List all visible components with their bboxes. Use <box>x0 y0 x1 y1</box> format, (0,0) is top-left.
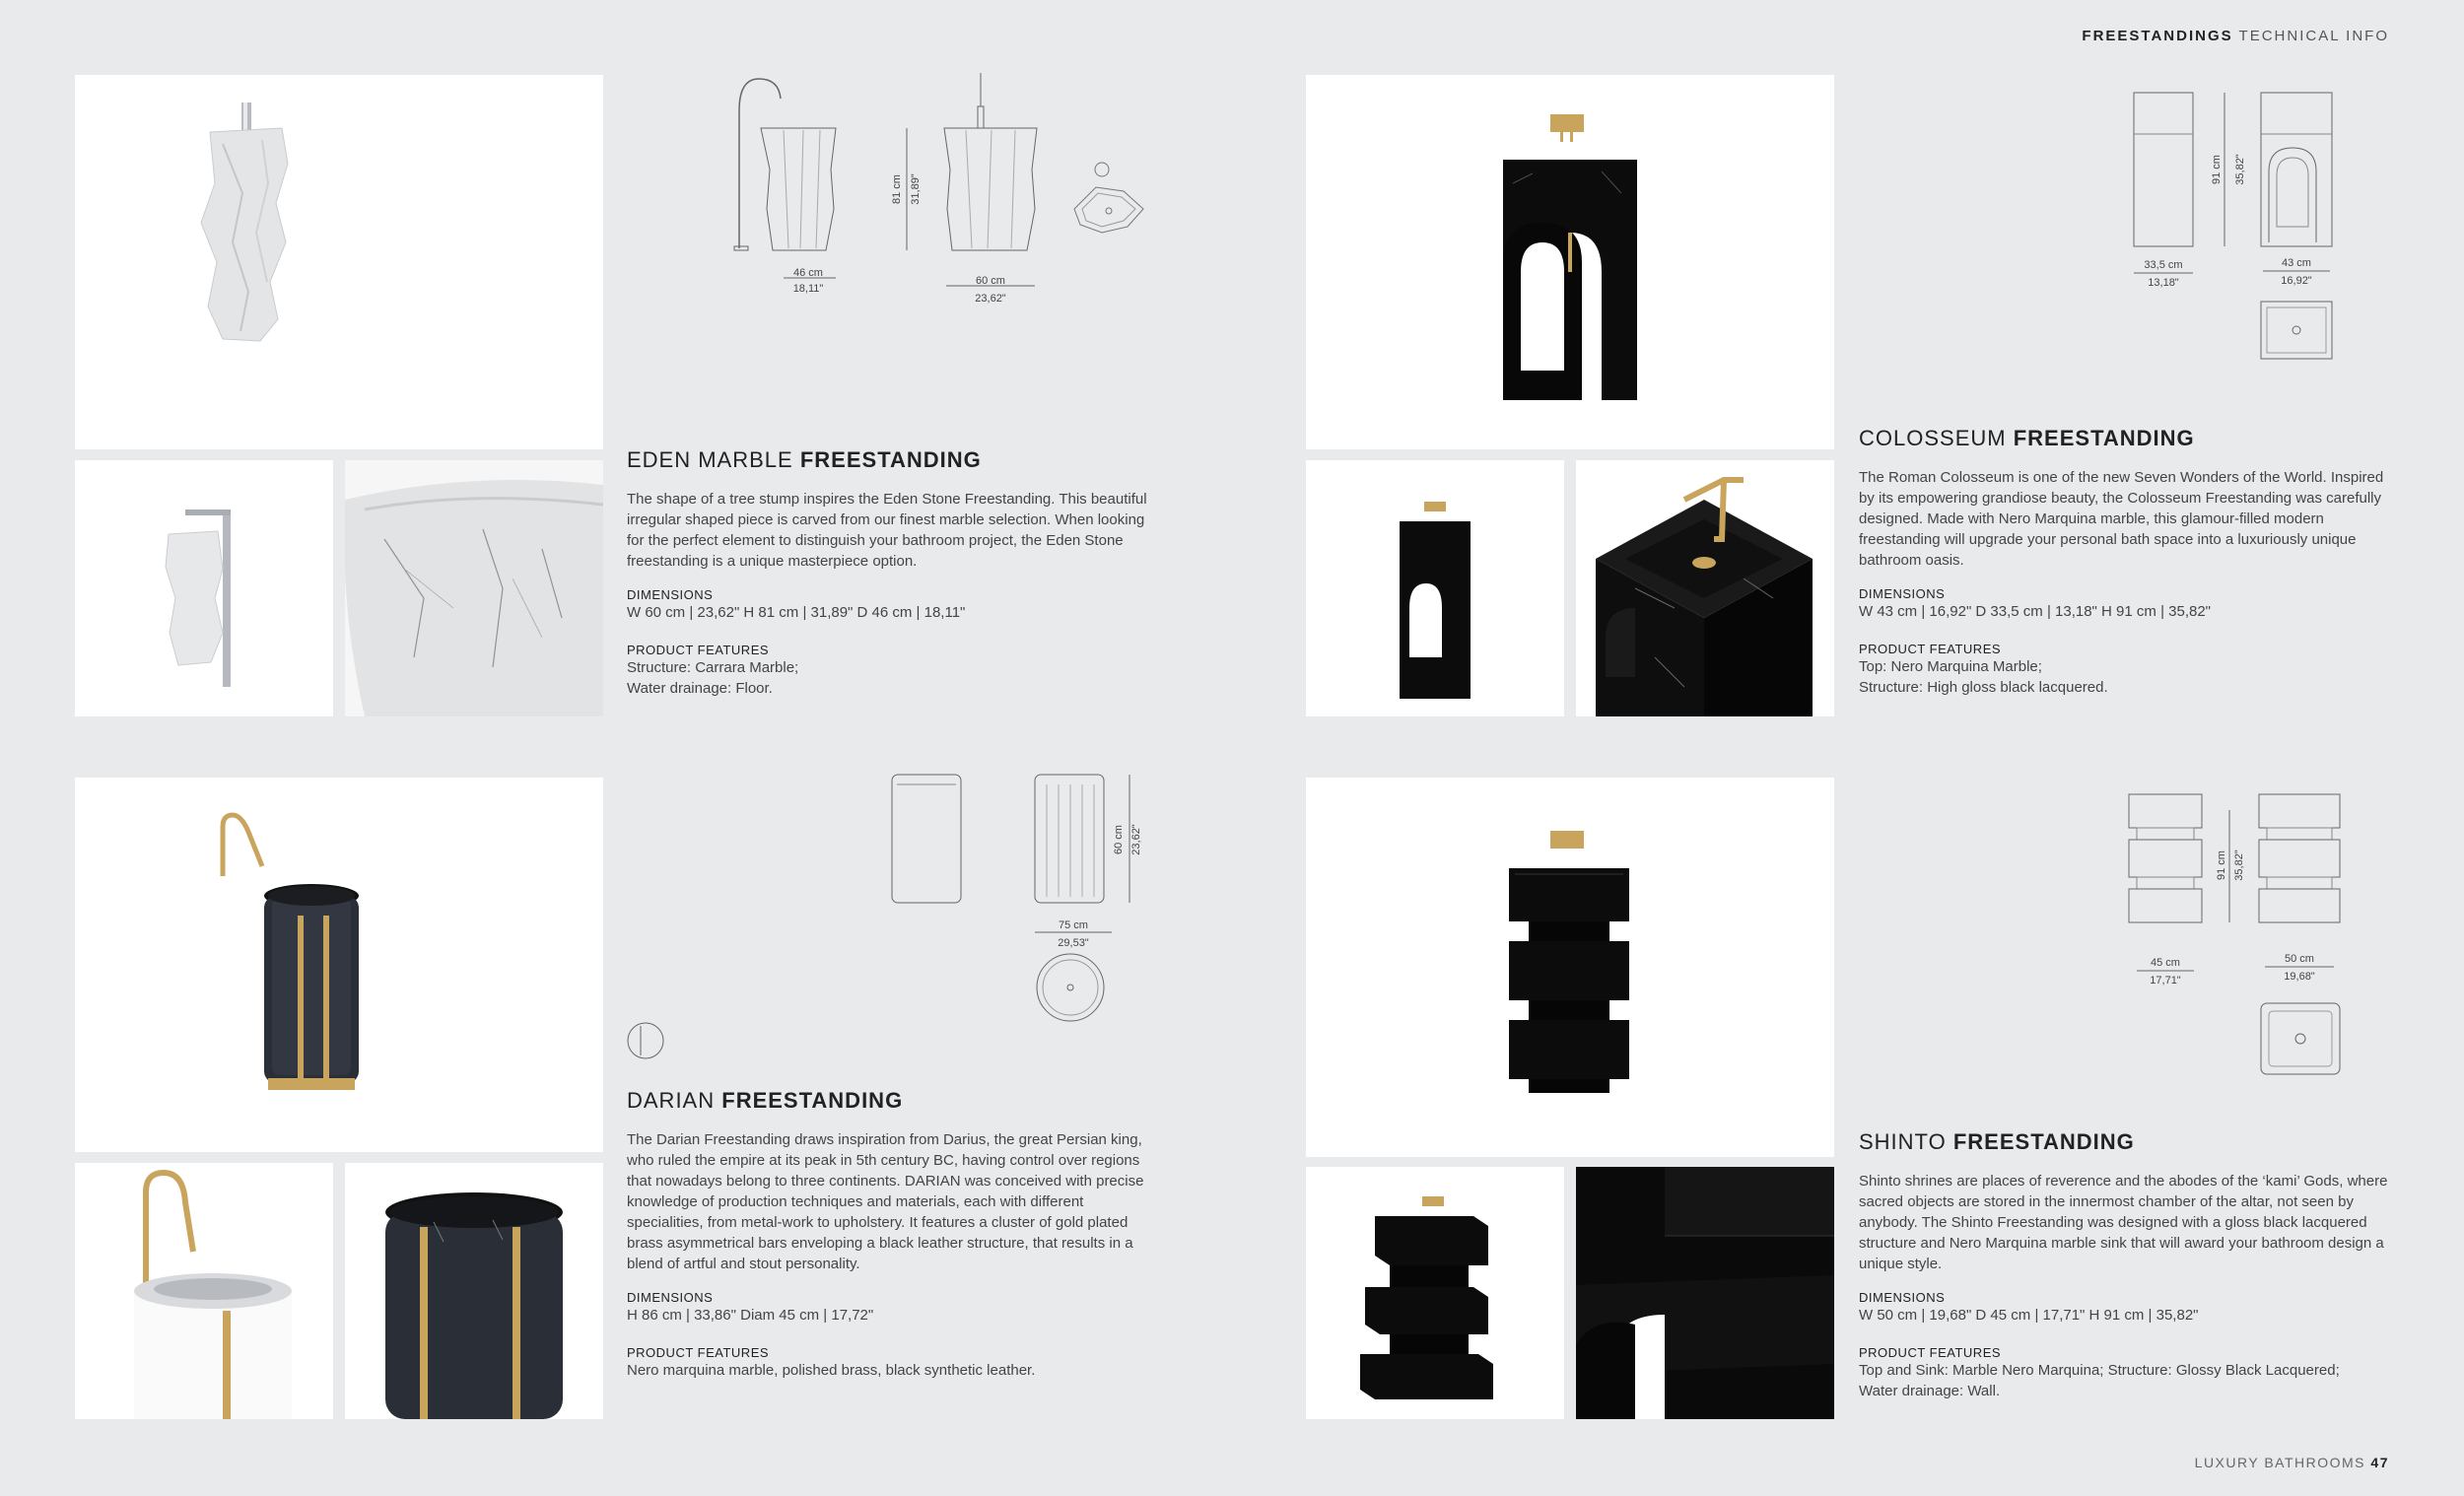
colosseum-main-photo <box>1306 75 1834 449</box>
shinto-dimensions: W 50 cm | 19,68" D 45 cm | 17,71" H 91 cm | 35,82" <box>1859 1307 2199 1324</box>
colosseum-dimensions-label: DIMENSIONS <box>1859 586 1946 601</box>
shinto-description: Shinto shrines are places of reverence and the abodes of the ‘kami’ Gods, where sacred objects are stored in the innermost chamber of the altar, not seen by anybody. The Shinto Freestanding was designed with a gloss black lacquered structure and Nero Marquina marble sink that will award your bathroom design a unique style. <box>1859 1173 2388 1272</box>
darian-info <box>627 1088 1159 1381</box>
shinto-depth-cm: 45 cm <box>2151 957 2180 969</box>
shinto-features-label: PRODUCT FEATURES <box>1859 1345 2002 1360</box>
eden-depth-in: 18,11" <box>792 283 824 295</box>
shinto-dimensions-label: DIMENSIONS <box>1859 1290 1946 1305</box>
colosseum-title: COLOSSEUM FREESTANDING <box>1859 426 2195 450</box>
shinto-width-cm: 50 cm <box>2285 953 2314 965</box>
eden-depth-cm: 46 cm <box>793 267 823 279</box>
colosseum-feature-1: Top: Nero Marquina Marble; <box>1859 658 2042 675</box>
eden-width-in: 23,62" <box>975 293 1006 305</box>
eden-info <box>627 447 1159 699</box>
shinto-detail-photo <box>1576 1167 1834 1419</box>
colosseum-depth-cm: 33,5 cm <box>2144 259 2183 271</box>
colosseum-height-cm: 91 cm <box>2211 155 2223 184</box>
eden-height-in: 31,89" <box>910 173 922 205</box>
colosseum-width-cm: 43 cm <box>2282 257 2311 269</box>
darian-white-photo <box>75 1163 333 1419</box>
shinto-width-in: 19,68" <box>2284 971 2315 983</box>
darian-main-photo <box>75 778 603 1152</box>
darian-height-cm: 60 cm <box>1113 825 1125 854</box>
eden-width-cm: 60 cm <box>976 275 1005 287</box>
eden-detail-photo <box>345 460 603 716</box>
eden-feature-1: Structure: Carrara Marble; <box>627 659 799 676</box>
darian-technical-drawing <box>877 769 1193 1025</box>
darian-width-cm: 75 cm <box>1059 919 1088 931</box>
shinto-feature-2: Water drainage: Wall. <box>1859 1383 2001 1399</box>
darian-width-in: 29,53" <box>1058 937 1089 949</box>
colosseum-technical-drawing <box>2119 89 2356 374</box>
eden-technical-drawing <box>729 71 1183 307</box>
colosseum-features-label: PRODUCT FEATURES <box>1859 642 2002 656</box>
eden-title: EDEN MARBLE FREESTANDING <box>627 447 982 472</box>
darian-features-label: PRODUCT FEATURES <box>627 1345 770 1360</box>
eden-main-photo <box>75 75 603 449</box>
section-title: FREESTANDINGS <box>2082 28 2233 44</box>
shinto-side-photo <box>1306 1167 1564 1419</box>
colosseum-depth-in: 13,18" <box>2148 277 2179 289</box>
footer-label: LUXURY BATHROOMS <box>2194 1455 2366 1470</box>
shinto-height-in: 35,82" <box>2233 850 2245 881</box>
shinto-feature-1: Top and Sink: Marble Nero Marquina; Structure: Glossy Black Lacquered; <box>1859 1362 2340 1379</box>
colosseum-dimensions: W 43 cm | 16,92" D 33,5 cm | 13,18" H 91 cm | 35,82" <box>1859 603 2211 620</box>
eden-side-photo <box>75 460 333 716</box>
colosseum-info <box>1859 426 2391 698</box>
colosseum-height-in: 35,82" <box>2234 154 2246 185</box>
darian-feature-1: Nero marquina marble, polished brass, black synthetic leather. <box>627 1362 1036 1379</box>
shinto-info <box>1859 1129 2391 1401</box>
page-footer <box>2195 1455 2389 1470</box>
shinto-depth-in: 17,71" <box>2150 975 2181 986</box>
colosseum-detail-photo <box>1576 460 1834 716</box>
eden-dimensions: W 60 cm | 23,62" H 81 cm | 31,89" D 46 cm | 18,11" <box>627 604 966 621</box>
colosseum-width-in: 16,92" <box>2281 275 2312 287</box>
darian-description: The Darian Freestanding draws inspiration from Darius, the great Persian king, who ruled the empire at its peak in 5th century BC, having control over regions that nowadays belong to three continents. DARIAN was conceived with precise knowledge of production techniques and materials, each with different specialities, from metal-work to upholstery. It features a cluster of gold plated brass asymmetrical bars enveloping a black leather structure, that results in a blend of artful and stout personality. <box>627 1131 1144 1272</box>
page-number: 47 <box>2370 1455 2389 1470</box>
eden-dimensions-label: DIMENSIONS <box>627 587 714 602</box>
colosseum-description: The Roman Colosseum is one of the new Seven Wonders of the World. Inspired by its empowering grandiose beauty, the Colosseum Freestanding was carefully designed. Made with Nero Marquina marble, this glamour-filled modern freestanding will upgrade your personal bath space into a luxuriously unique bathroom oasis. <box>1859 469 2384 569</box>
darian-dimensions-label: DIMENSIONS <box>627 1290 714 1305</box>
eden-features-label: PRODUCT FEATURES <box>627 643 770 657</box>
shinto-title: SHINTO FREESTANDING <box>1859 1129 2135 1154</box>
eden-height-cm: 81 cm <box>891 174 903 204</box>
shinto-technical-drawing <box>2119 790 2356 1082</box>
darian-height-in: 23,62" <box>1130 824 1142 855</box>
colosseum-feature-2: Structure: High gloss black lacquered. <box>1859 679 2108 696</box>
darian-title: DARIAN FREESTANDING <box>627 1088 904 1113</box>
darian-black-photo <box>345 1163 603 1419</box>
page-header <box>2082 28 2389 44</box>
shinto-height-cm: 91 cm <box>2216 850 2227 880</box>
darian-top-view-icon <box>627 1022 666 1061</box>
eden-description: The shape of a tree stump inspires the Eden Stone Freestanding. This beautiful irregular shaped piece is carved from our finest marble selection. When looking for the perfect element to distinguish your bathroom project, the Eden Stone freestanding is a unique masterpiece option. <box>627 491 1147 570</box>
darian-dimensions: H 86 cm | 33,86" Diam 45 cm | 17,72" <box>627 1307 874 1324</box>
eden-feature-2: Water drainage: Floor. <box>627 680 773 697</box>
shinto-main-photo <box>1306 778 1834 1157</box>
colosseum-side-photo <box>1306 460 1564 716</box>
section-subtitle: TECHNICAL INFO <box>2238 28 2389 44</box>
